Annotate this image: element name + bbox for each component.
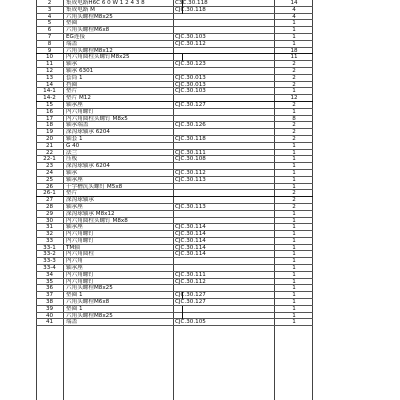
quantity: 2 xyxy=(292,101,296,108)
item-number: 26-1 xyxy=(43,190,56,197)
quantity: 1 xyxy=(292,312,296,319)
quantity: 2 xyxy=(292,61,296,67)
table-row xyxy=(36,88,313,95)
drawing-code xyxy=(175,218,275,224)
part-name: 内六角螺钉 xyxy=(66,278,94,285)
quantity: 18 xyxy=(290,47,298,54)
item-number: 28 xyxy=(45,203,54,210)
table-row xyxy=(36,258,313,265)
part-name: 法兰 xyxy=(66,149,78,156)
part-name: 内六角螺钉 xyxy=(66,108,94,115)
part-name: 轴承 6301 xyxy=(66,67,94,74)
table-row xyxy=(36,265,313,272)
part-name: 轴承 xyxy=(66,169,78,176)
drawing-code xyxy=(175,48,275,54)
table-row xyxy=(36,313,313,320)
part-name: 内六角圆柱头螺钉 M8x8 xyxy=(66,217,128,224)
part-name: 六角头螺栓M6x8 xyxy=(66,299,110,305)
part-name: 集成电路 M xyxy=(66,6,95,13)
quantity: 1 xyxy=(292,163,296,169)
quantity: 1 xyxy=(292,27,296,33)
part-name: TM轴 xyxy=(66,244,80,251)
item-number: 30 xyxy=(45,217,54,224)
drawing-code xyxy=(175,258,275,264)
edit-cursor-mark xyxy=(182,292,183,299)
quantity: 2 xyxy=(292,74,296,81)
drawing-code: CJC.30.113 xyxy=(175,176,206,183)
table-row xyxy=(36,129,313,136)
table-row xyxy=(36,204,313,211)
item-number: 22 xyxy=(45,149,54,156)
quantity: 1 xyxy=(292,292,296,299)
table-row xyxy=(36,177,313,184)
item-number: 9 xyxy=(47,47,52,54)
part-name: 轴套 1 xyxy=(66,135,83,142)
part-name: 垫圈 1 xyxy=(66,305,83,312)
drawing-code xyxy=(175,27,275,33)
table-row xyxy=(36,197,313,204)
item-number: 25 xyxy=(45,176,54,183)
quantity: 1 xyxy=(292,149,296,156)
quantity: 1 xyxy=(292,183,296,190)
item-number: 41 xyxy=(45,319,54,326)
part-name: 深沟球轴承 6204 xyxy=(66,163,110,169)
quantity: 2 xyxy=(292,203,296,210)
drawing-code: CJC.30.103 xyxy=(175,33,206,40)
drawing-code xyxy=(175,116,275,122)
quantity: 1 xyxy=(292,237,296,244)
part-name: 轴承座 xyxy=(66,265,83,271)
part-name: G 40 xyxy=(66,142,80,149)
quantity: 1 xyxy=(292,156,296,163)
drawing-code xyxy=(175,197,275,203)
quantity: 1 xyxy=(292,319,296,326)
item-number: 10 xyxy=(45,54,54,61)
drawing-code: CJC.30.111 xyxy=(175,271,206,278)
item-number: 32 xyxy=(45,231,54,237)
item-number: 14 xyxy=(45,81,54,88)
drawing-code xyxy=(175,265,275,271)
part-name: 端盖 xyxy=(66,40,78,47)
table-row xyxy=(36,163,313,170)
part-name: 挡圈 xyxy=(66,81,78,88)
part-name: 轴承 xyxy=(66,61,78,67)
table-row xyxy=(36,211,313,218)
part-name: 端盖 xyxy=(66,319,78,326)
drawing-code xyxy=(175,109,275,115)
item-number: 40 xyxy=(45,312,54,319)
quantity: 1 xyxy=(292,108,296,115)
table-row xyxy=(36,75,313,82)
table-row xyxy=(36,279,313,286)
item-number: 38 xyxy=(45,299,54,305)
item-number: 6 xyxy=(47,27,52,33)
item-number: 37 xyxy=(45,292,54,299)
table-row xyxy=(36,143,313,150)
part-name: 垫片 xyxy=(66,190,78,197)
drawing-code xyxy=(175,285,275,291)
parts-list-table xyxy=(36,0,313,326)
drawing-code: CJC.30.123 xyxy=(175,61,206,67)
drawing-code: CJC.30.127 xyxy=(175,292,206,299)
part-name: 内六角 xyxy=(66,258,83,265)
table-row xyxy=(36,7,313,14)
item-number: 14-1 xyxy=(43,88,56,95)
item-number: 20 xyxy=(45,135,54,142)
item-number: 35 xyxy=(45,278,54,285)
drawing-code: CJC.30.105 xyxy=(175,319,206,326)
table-row xyxy=(36,245,313,252)
quantity: 4 xyxy=(292,6,296,13)
quantity: 1 xyxy=(292,88,296,95)
quantity: 1 xyxy=(292,278,296,285)
drawing-code: CJC.30.108 xyxy=(175,156,206,163)
item-number: 16 xyxy=(45,108,54,115)
drawing-code: CJC.30.118 xyxy=(175,6,206,13)
item-number: 27 xyxy=(45,197,54,203)
item-number: 34 xyxy=(45,271,54,278)
item-number: 33-4 xyxy=(43,265,56,271)
quantity: 1 xyxy=(292,265,296,271)
drawing-code: CJC.30.112 xyxy=(175,169,206,176)
quantity: 14 xyxy=(290,0,298,6)
quantity: 2 xyxy=(292,129,296,135)
quantity: 1 xyxy=(292,40,296,47)
part-name: 六角头螺栓M8x25 xyxy=(66,13,113,20)
drawing-code xyxy=(175,20,275,26)
part-name: 六角头螺栓M8x12 xyxy=(66,47,113,54)
table-row xyxy=(36,95,313,102)
quantity: 1 xyxy=(292,305,296,312)
item-number: 36 xyxy=(45,285,54,292)
table-row xyxy=(36,292,313,299)
drawing-code: CJC.30.118 xyxy=(175,135,206,142)
table-row xyxy=(36,122,313,129)
table-row xyxy=(36,238,313,245)
item-number: 13 xyxy=(45,74,54,81)
part-name: 垫片 M12 xyxy=(66,95,91,101)
table-row xyxy=(36,170,313,177)
item-number: 31 xyxy=(45,224,54,231)
table-row xyxy=(36,136,313,143)
quantity: 8 xyxy=(292,115,296,122)
item-number: 33-3 xyxy=(43,258,56,265)
drawing-code: CJC.30.114 xyxy=(175,231,206,237)
part-name: 深沟球轴承 xyxy=(66,197,94,203)
item-number: 33 xyxy=(45,237,54,244)
item-number: 17 xyxy=(45,115,54,122)
table-row xyxy=(36,102,313,109)
table-row xyxy=(36,299,313,306)
quantity: 12 xyxy=(290,95,298,101)
table-row xyxy=(36,82,313,89)
item-number: 19 xyxy=(45,129,54,135)
quantity: 1 xyxy=(292,285,296,292)
part-name: 六角头螺栓M6x8 xyxy=(66,27,110,33)
quantity: 1 xyxy=(292,224,296,231)
drawing-code: CJC.30.127 xyxy=(175,299,206,305)
quantity: 1 xyxy=(292,251,296,258)
quantity: 1 xyxy=(292,231,296,237)
part-name: 内六角螺钉 xyxy=(66,271,94,278)
item-number: 23 xyxy=(45,163,54,169)
drawing-code: CJC.30.013 xyxy=(175,81,206,88)
item-number: 18 xyxy=(45,122,54,129)
drawing-code: C3C.30.118 xyxy=(175,0,208,6)
part-name: 内六角圆柱头螺钉M8x25 xyxy=(66,54,130,61)
drawing-code: CJC.30.111 xyxy=(175,149,206,156)
table-row xyxy=(36,231,313,238)
drawing-code: CJC.30.114 xyxy=(175,251,206,258)
drawing-code xyxy=(175,163,275,169)
table-row xyxy=(36,109,313,116)
part-name: EG连接 xyxy=(66,33,86,40)
table-row xyxy=(36,218,313,225)
drawing-code xyxy=(175,184,275,190)
item-number: 5 xyxy=(47,20,52,27)
item-number: 2 xyxy=(47,0,52,6)
table-row xyxy=(36,285,313,292)
item-number: 33-1 xyxy=(43,244,56,251)
part-name: 内六角螺钉 xyxy=(66,231,94,237)
edit-cursor-mark xyxy=(182,313,183,320)
table-row xyxy=(36,41,313,48)
table-row xyxy=(36,224,313,231)
drawing-code: CJC.30.114 xyxy=(175,237,206,244)
item-number: 3 xyxy=(47,6,52,13)
table-row xyxy=(36,190,313,197)
quantity: 1 xyxy=(292,217,296,224)
table-row xyxy=(36,54,313,61)
item-number: 4 xyxy=(47,13,52,20)
item-number: 26 xyxy=(45,183,54,190)
quantity: 2 xyxy=(292,135,296,142)
quantity: 1 xyxy=(292,33,296,40)
drawing-code xyxy=(175,143,275,149)
drawing-code xyxy=(175,129,275,135)
edit-cursor-mark xyxy=(182,306,183,313)
item-number: 21 xyxy=(45,142,54,149)
part-name: 垫圈 xyxy=(66,20,78,27)
drawing-code xyxy=(175,68,275,74)
table-row xyxy=(36,27,313,34)
drawing-code xyxy=(175,14,275,20)
drawing-code xyxy=(175,190,275,196)
table-row xyxy=(36,306,313,313)
table-row xyxy=(36,61,313,68)
quantity: 4 xyxy=(292,13,296,20)
part-name: 垫圈 1 xyxy=(66,292,83,299)
drawing-code: CJC.30.112 xyxy=(175,40,206,47)
table-row xyxy=(36,0,313,7)
drawing-code: CJC.30.126 xyxy=(175,122,206,129)
table-row xyxy=(36,20,313,27)
part-name: 轴承端盖 xyxy=(66,122,89,129)
table-row xyxy=(36,156,313,163)
item-number: 7 xyxy=(47,33,52,40)
quantity: 1 xyxy=(292,244,296,251)
item-number: 11 xyxy=(45,61,54,67)
drawing-code: CJC.30.013 xyxy=(175,74,206,81)
drawing-code xyxy=(175,313,275,319)
part-name: 内六角螺钉 xyxy=(66,237,94,244)
quantity: 1 xyxy=(292,271,296,278)
quantity: 11 xyxy=(290,54,298,61)
table-row xyxy=(36,14,313,21)
drawing-code xyxy=(175,54,275,60)
quantity: 1 xyxy=(292,169,296,176)
item-number: 12 xyxy=(45,67,54,74)
part-name: 压板 xyxy=(66,156,78,163)
item-number: 39 xyxy=(45,305,54,312)
part-name: 六角头螺栓M8x25 xyxy=(66,285,113,292)
drawing-code: CJC.30.114 xyxy=(175,224,206,231)
item-number: 33-2 xyxy=(43,251,56,258)
edit-cursor-mark xyxy=(182,54,183,61)
table-row xyxy=(36,116,313,123)
quantity: 2 xyxy=(292,81,296,88)
drawing-code: CJC.30.114 xyxy=(175,244,206,251)
table-row xyxy=(36,319,313,326)
quantity: 1 xyxy=(292,299,296,305)
table-row xyxy=(36,150,313,157)
quantity: 1 xyxy=(292,142,296,149)
drawing-code: CJC.30.112 xyxy=(175,278,206,285)
quantity: 2 xyxy=(292,67,296,74)
table-row xyxy=(36,34,313,41)
drawing-code: CJC.30.127 xyxy=(175,101,206,108)
part-name: 深沟球轴承 M8x12 xyxy=(66,210,115,217)
table-row xyxy=(36,272,313,279)
part-name: 内六角圆柱 xyxy=(66,251,94,258)
drawing-code xyxy=(175,211,275,217)
table-row xyxy=(36,68,313,75)
item-number: 15 xyxy=(45,101,54,108)
part-name: 六角头螺栓M8x25 xyxy=(66,312,113,319)
part-name: 轴承座 xyxy=(66,224,83,231)
part-name: 轴承座 xyxy=(66,101,83,108)
quantity: 1 xyxy=(292,20,296,27)
item-number: 29 xyxy=(45,210,54,217)
quantity: 1 xyxy=(292,210,296,217)
table-row xyxy=(36,251,313,258)
item-number: 24 xyxy=(45,169,54,176)
item-number: 22-1 xyxy=(43,156,56,163)
edit-cursor-mark xyxy=(182,7,183,14)
drawing-code: CJC.30.113 xyxy=(175,203,206,210)
edit-cursor-mark xyxy=(182,0,183,7)
table-row xyxy=(36,48,313,55)
quantity: 2 xyxy=(292,190,296,197)
quantity: 2 xyxy=(292,197,296,203)
item-number: 8 xyxy=(47,40,52,47)
part-name: 轴承座 xyxy=(66,203,83,210)
item-number: 14-2 xyxy=(43,95,56,101)
drawing-code: CJC.30.103 xyxy=(175,88,206,95)
quantity: 1 xyxy=(292,176,296,183)
table-row xyxy=(36,184,313,191)
quantity: 1 xyxy=(292,258,296,265)
part-name: 套筒 1 xyxy=(66,74,83,81)
part-name: 轴承座 xyxy=(66,176,83,183)
quantity: 2 xyxy=(292,122,296,129)
part-name: 深沟球轴承 6204 xyxy=(66,129,110,135)
part-name: 集成电路H6C 6 0 W 1 2 4 3 8 xyxy=(66,0,145,6)
drawing-code xyxy=(175,306,275,312)
part-name: 十字槽沉头螺钉 M5x8 xyxy=(66,183,123,190)
part-name: 内六角圆柱头螺钉 M8x5 xyxy=(66,115,128,122)
drawing-code xyxy=(175,95,275,101)
part-name: 垫片 xyxy=(66,88,78,95)
